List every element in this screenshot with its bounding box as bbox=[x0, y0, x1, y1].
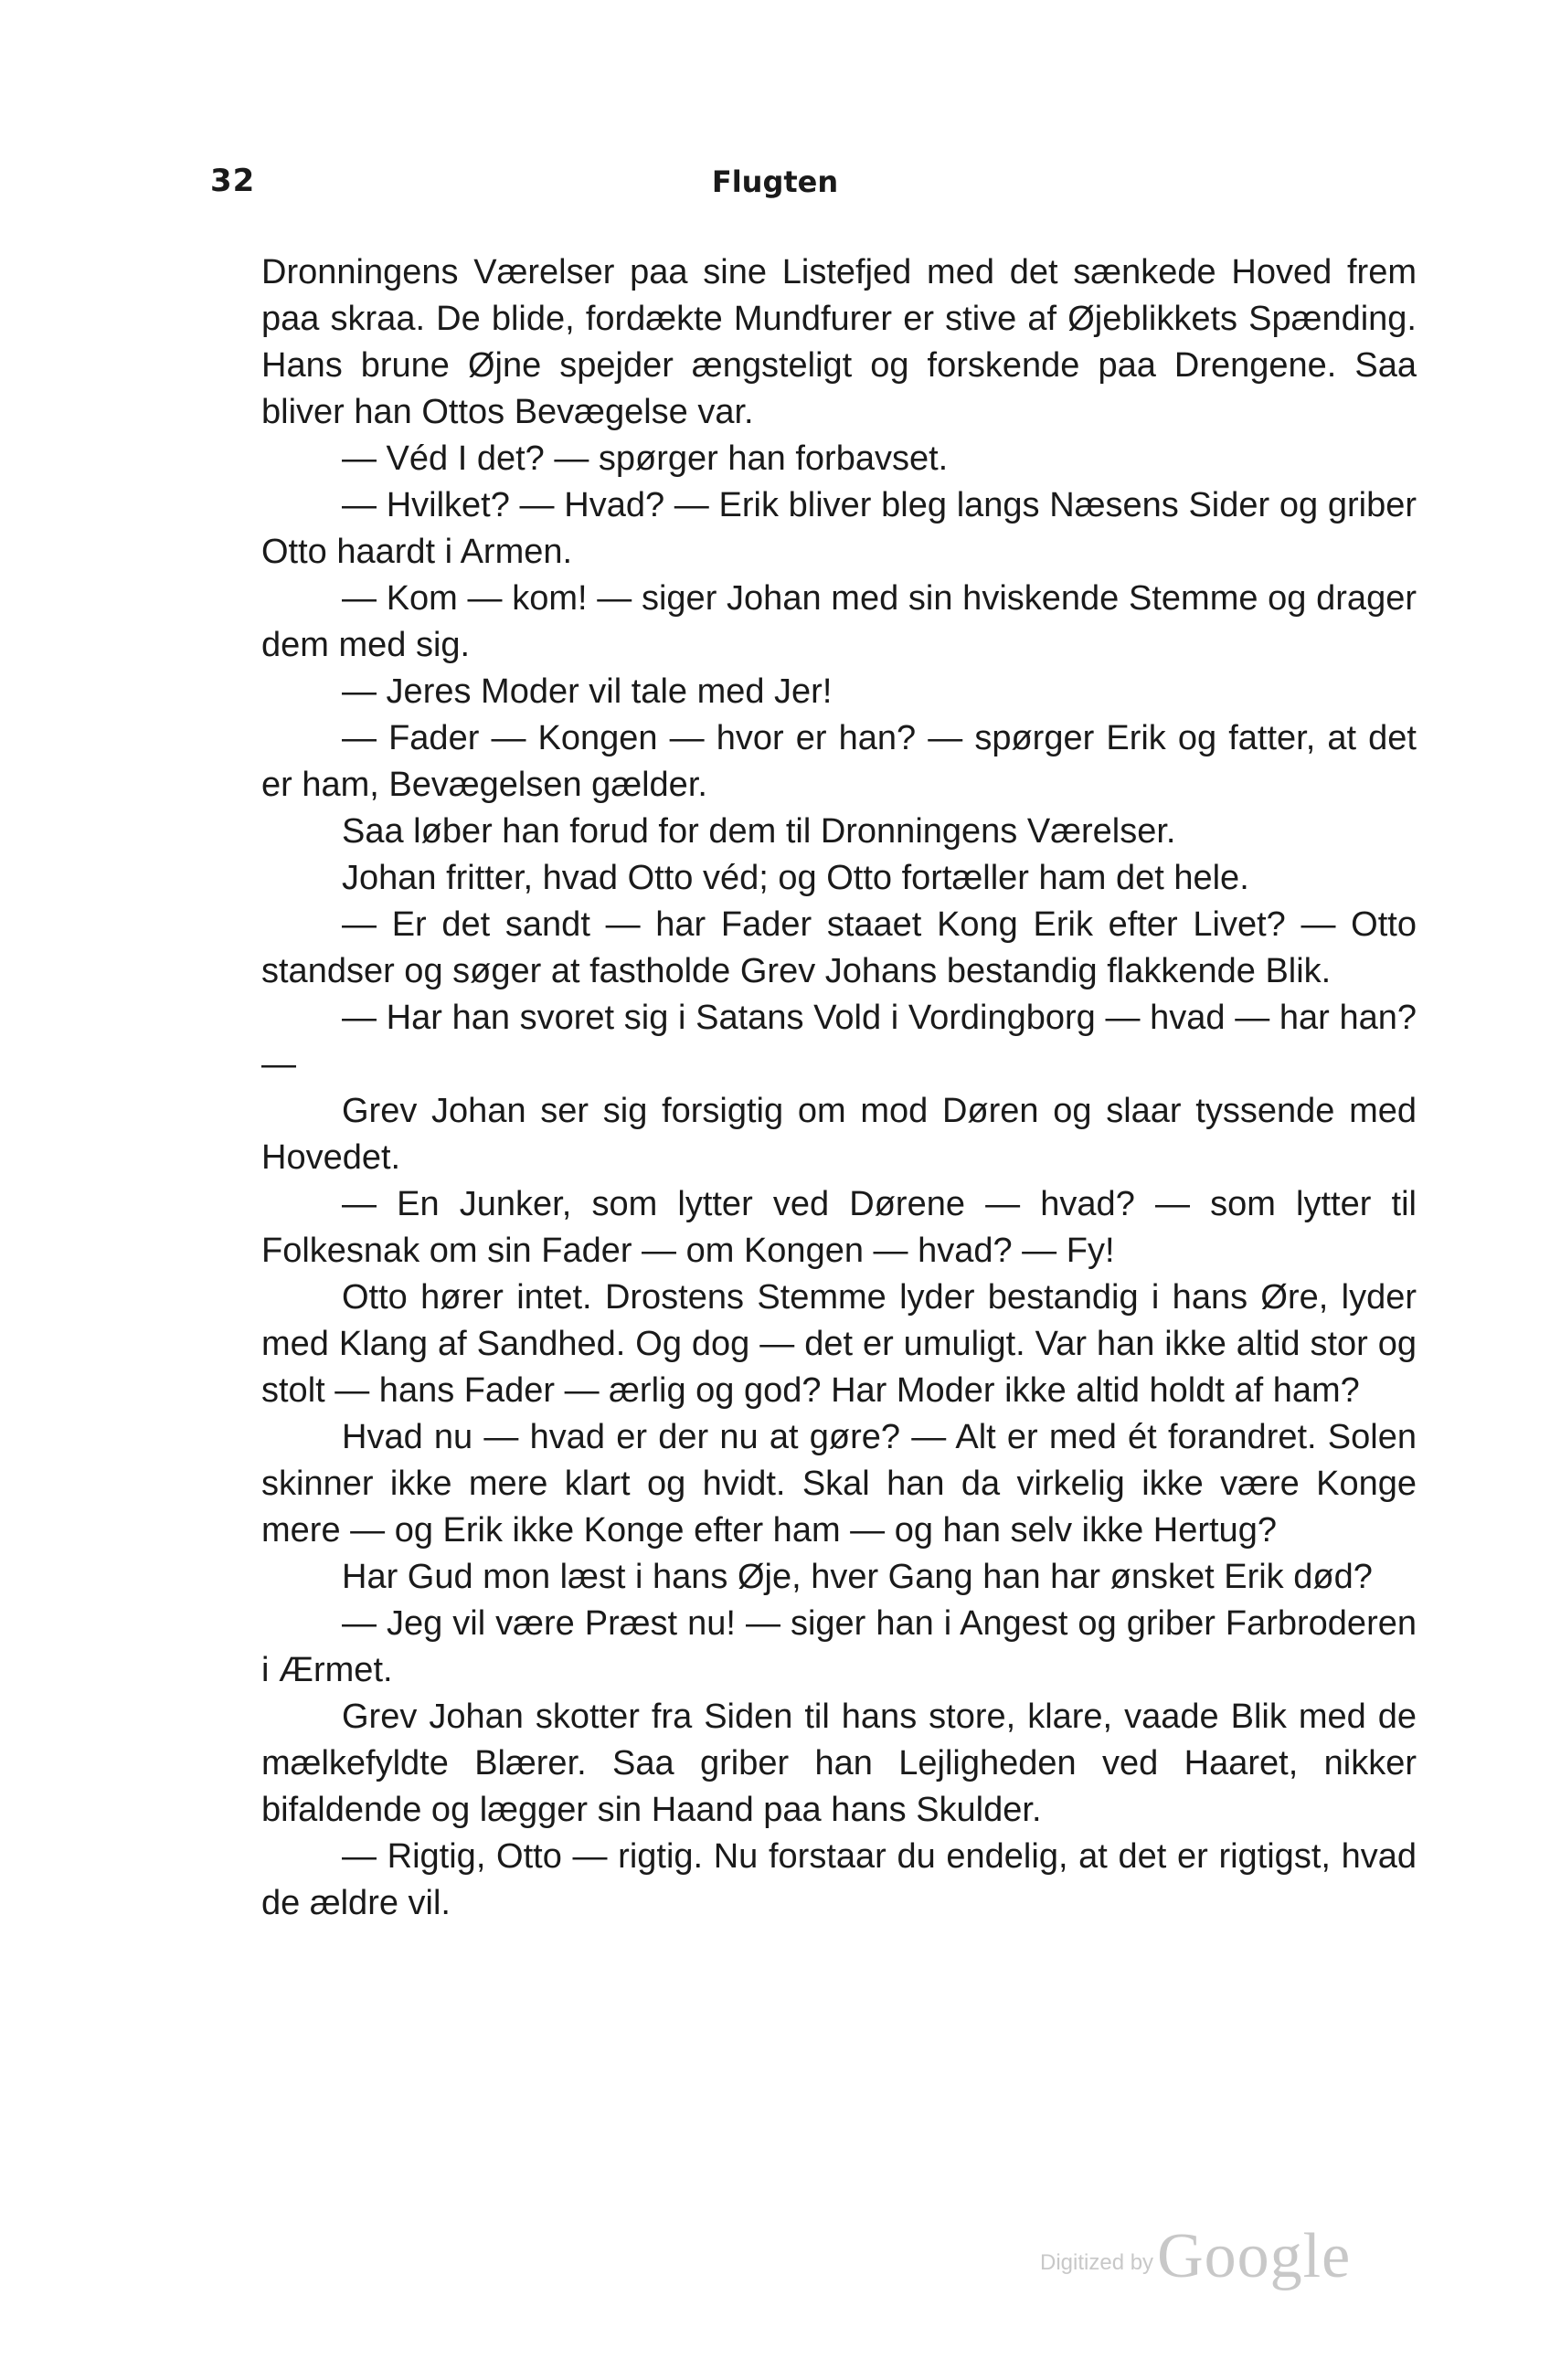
paragraph: — Har han svoret sig i Satans Vold i Vordingborg — hvad — har han? — bbox=[261, 999, 1417, 1084]
digitized-watermark bbox=[1040, 2220, 1351, 2293]
paragraph: — Fader — Kongen — hvor er han? — spørger Erik og fatter, at det er ham, Bevægelsen gælder. bbox=[261, 719, 1417, 804]
watermark-prefix: Digitized by bbox=[1040, 2250, 1154, 2275]
paragraph: Grev Johan skotter fra Siden til hans store, klare, vaade Blik med de mælkefyldte Blærer. Saa griber han Lejligheden ved Haaret, nikker bifaldende og lægger sin Haand paa hans Skulder. bbox=[261, 1698, 1417, 1829]
paragraph: Otto hører intet. Drostens Stemme lyder bestandig i hans Øre, lyder med Klang af Sandhed. Og dog — det er umuligt. Var han ikke altid stor og stolt — hans Fader — ærlig og god? Har Moder ikke altid holdt af ham? bbox=[261, 1278, 1417, 1410]
paragraph: Har Gud mon læst i hans Øje, hver Gang han har ønsket Erik død? bbox=[342, 1558, 1373, 1596]
running-title: Flugten bbox=[711, 164, 839, 199]
paragraph: Dronningens Værelser paa sine Listefjed med det sænkede Hoved frem paa skraa. De blide, fordækte Mundfurer er stive af Øjeblikkets Spænding. Hans brune Øjne spejder ængsteligt og forskende paa Drengene. Saa bliver han Ottos Bevægelse var. bbox=[261, 253, 1417, 431]
paragraph: Hvad nu — hvad er der nu at gøre? — Alt er med ét forandret. Solen skinner ikke mere klart og hvidt. Skal han da virkelig ikke være Konge mere — og Erik ikke Konge efter ham — og han selv ikke Hertug? bbox=[261, 1418, 1417, 1550]
paragraph: — Jeg vil være Præst nu! — siger han i Angest og griber Farbroderen i Ærmet. bbox=[261, 1604, 1417, 1689]
paragraph: — Rigtig, Otto — rigtig. Nu forstaar du endelig, at det er rigtigst, hvad de ældre vil. bbox=[261, 1837, 1417, 1922]
paragraph: — Hvilket? — Hvad? — Erik bliver bleg langs Næsens Sider og griber Otto haardt i Armen. bbox=[261, 486, 1417, 571]
google-logo: Google bbox=[1157, 2221, 1352, 2291]
paragraph: — Véd I det? — spørger han forbavset. bbox=[342, 439, 949, 478]
paragraph: Saa løber han forud for dem til Dronningens Værelser. bbox=[342, 812, 1176, 851]
paragraph: Johan fritter, hvad Otto véd; og Otto fortæller ham det hele. bbox=[342, 859, 1249, 897]
paragraph: — En Junker, som lytter ved Dørene — hvad? — som lytter til Folkesnak om sin Fader — om Kongen — hvad? — Fy! bbox=[261, 1185, 1417, 1270]
paragraph: Grev Johan ser sig forsigtig om mod Døren og slaar tyssende med Hovedet. bbox=[261, 1092, 1417, 1177]
paragraph: — Er det sandt — har Fader staaet Kong Erik efter Livet? — Otto standser og søger at fastholde Grev Johans bestandig flakkende Blik. bbox=[261, 905, 1417, 990]
paragraph: — Jeres Moder vil tale med Jer! bbox=[342, 672, 833, 711]
page-number: 32 bbox=[210, 163, 256, 199]
body-text bbox=[261, 249, 1417, 1927]
paragraph: — Kom — kom! — siger Johan med sin hviskende Stemme og drager dem med sig. bbox=[261, 579, 1417, 664]
